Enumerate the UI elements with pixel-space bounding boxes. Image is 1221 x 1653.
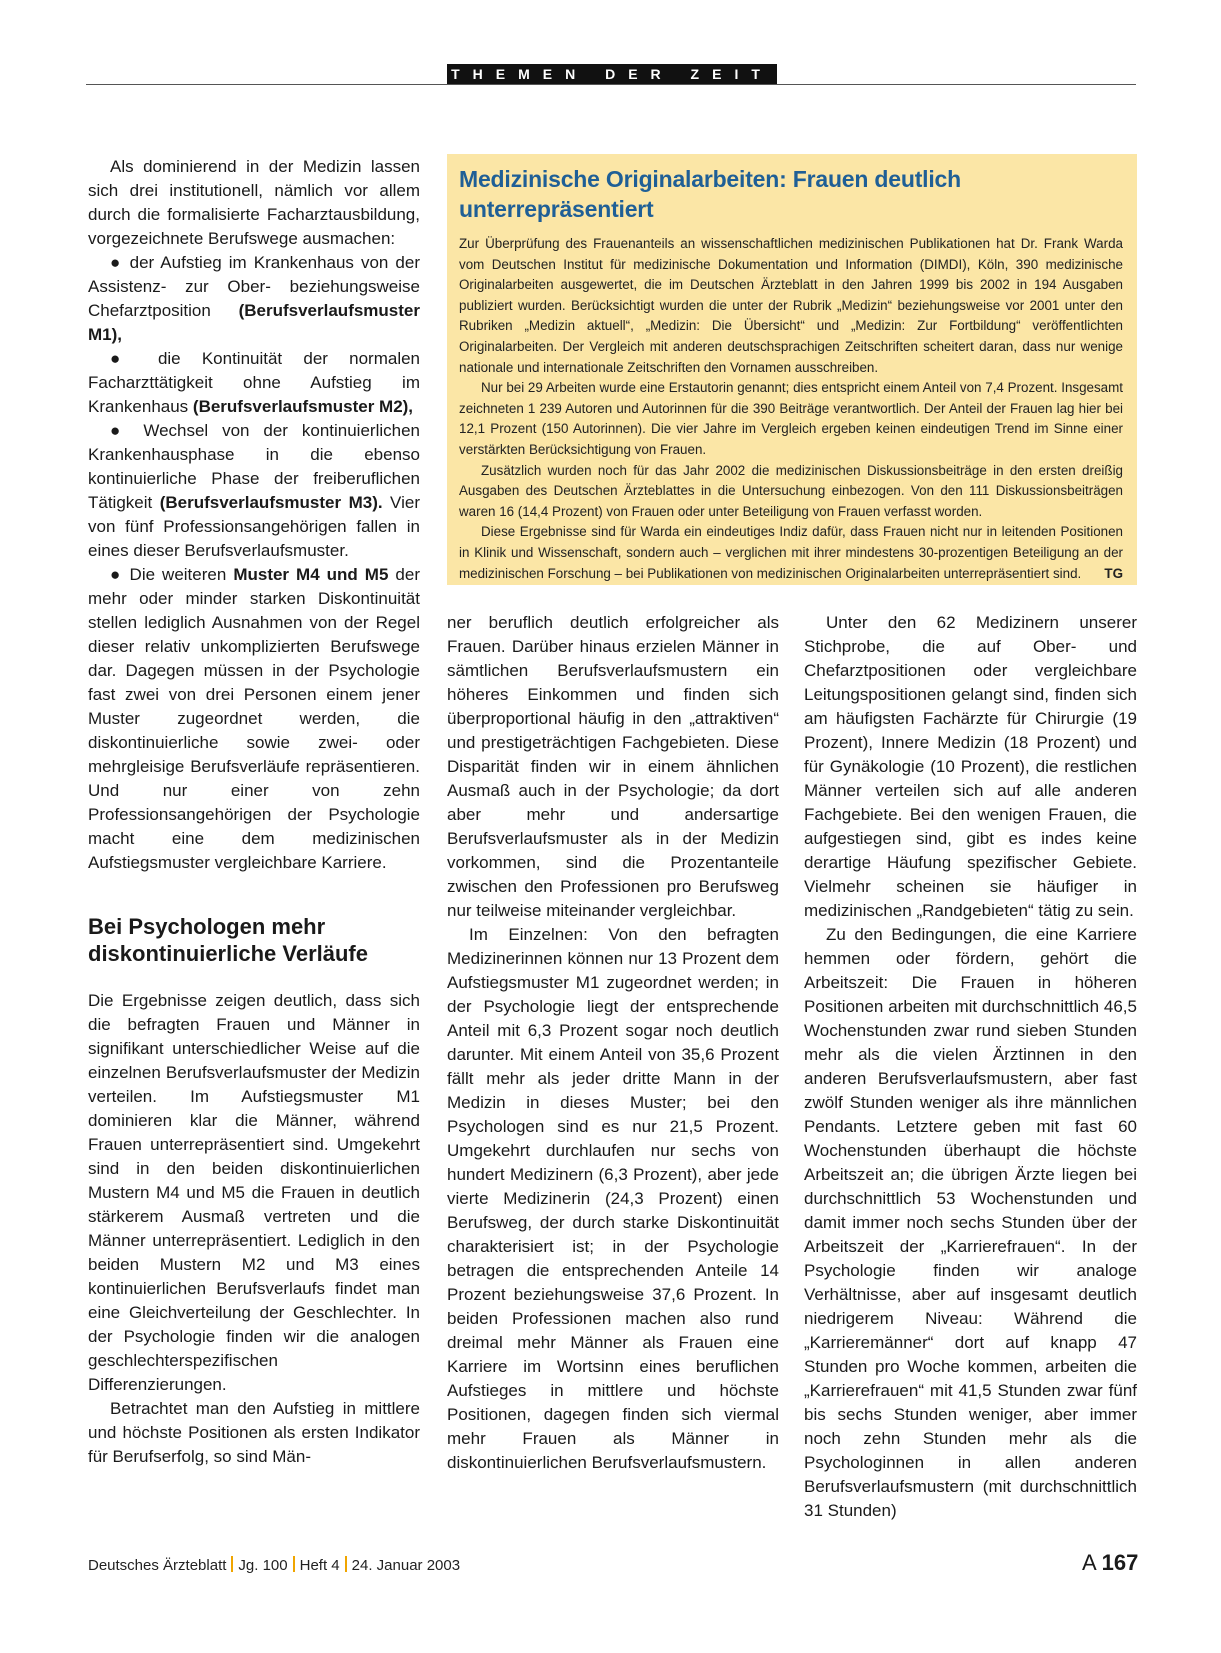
header-rule — [86, 84, 1136, 85]
info-box-paragraph: Diese Ergebnisse sind für Warda ein eindeutiges Indiz dafür, dass Frauen nicht nur in leitenden Positionen in Klinik und Wissenschaft, sondern auch – verglichen mit ihrer mindestens 30-prozentigen Beteiligung an der medizinischen Forschung – bei Publikationen von medizinischen Originalarbeiten unterrepräsentiert sind. TG — [459, 522, 1123, 584]
issue-date: 24. Januar 2003 — [351, 1557, 461, 1574]
bullet-m1: ● der Aufstieg im Krankenhaus von der Assistenz- zur Ober- beziehungsweise Chefarztposition (Berufsverlaufsmuster M1), — [88, 253, 420, 344]
column-middle — [447, 611, 779, 1475]
info-box-paragraph: Zusätzlich wurden noch für das Jahr 2002 die medizinischen Diskussionsbeiträge in den ersten dreißig Ausgaben des Deutschen Ärzteblattes in die Untersuchung einbezogen. Von den 111 Diskussionsbeiträgen waren 16 (14,4 Prozent) von Frauen oder unter Beteiligung von Frauen verfasst worden. — [459, 462, 1123, 519]
info-box-title: Medizinische Originalarbeiten: Frauen deutlich unterrepräsentiert — [459, 166, 961, 222]
paragraph: Zu den Bedingungen, die eine Karriere hemmen oder fördern, gehört die Arbeitszeit: Die Frauen in höheren Positionen arbeiten mit durchschnittlich 46,5 Wochenstunden zwar rund sieben Stunden mehr als die vielen Ärztinnen in den anderen Berufsverlaufsmustern, aber fast zwölf Stunden weniger als ihre männlichen Pendants. Letztere geben mit fast 60 Wochenstunden überhaupt die höchste Arbeitszeit an; die übrigen Ärzte liegen bei durchschnittlich 53 Wochenstunden und damit immer noch sechs Stunden über der Arbeitszeit der „Karrierefrauen“. In der Psychologie finden wir analoge Verhältnisse, aber auf insgesamt deutlich niedrigerem Niveau: Während die „Karrieremänner“ dort auf knapp 47 Stunden pro Woche kommen, arbeiten die „Karrierefrauen“ mit 41,5 Stunden zwar fünf bis sechs Stunden weniger, aber immer noch zehn Stunden mehr als die Psychologinnen in allen anderen Berufsverlaufsmustern (mit durchschnittlich 31 Stunden) — [804, 925, 1137, 1520]
paragraph: Betrachtet man den Aufstieg in mittlere und höchste Positionen als ersten Indikator für Berufserfolg, so sind Män- — [88, 1399, 420, 1466]
paragraph: Als dominierend in der Medizin lassen sich drei institutionell, nämlich vor allem durch die formalisierte Facharztausbildung, vorgezeichnete Berufswege ausmachen: — [88, 157, 420, 248]
footer-separator — [293, 1556, 295, 1572]
page-number: A 167 — [1082, 1550, 1139, 1575]
paragraph: Unter den 62 Medizinern unserer Stichprobe, die auf Ober- und Chefarztpositionen oder vergleichbare Leitungspositionen gelangt sind, finden sich am häufigsten Fachärzte für Chirurgie (19 Prozent), Innere Medizin (18 Prozent) und für Gynäkologie (10 Prozent), die restlichen Männer verteilen sich auf alle anderen Fachgebiete. Bei den wenigen Frauen, die aufgestiegen sind, gibt es indes keine derartige Häufung spezifischer Gebiete. Vielmehr scheinen sie häufiger in medizinischen „Randgebieten“ tätig zu sein. — [804, 613, 1137, 920]
footer-separator — [345, 1556, 347, 1572]
info-box-paragraph: Zur Überprüfung des Frauenanteils an wissenschaftlichen medizinischen Publikationen hat Dr. Frank Warda vom Deutschen Institut für medizinische Dokumentation und Information (DIMDI), Köln, 390 medizinische Originalarbeiten ausgewertet, die im Deutschen Ärzteblatt in den Jahren 1999 bis 2002 in 194 Ausgaben publiziert wurden. Berücksichtigt wurden die unter der Rubrik „Medizin“ beziehungsweise vor 2001 unter den Rubriken „Medizin aktuell“, „Medizin: Die Übersicht“ und „Medizin: Zur Fortbildung“ veröffentlichten Originalarbeiten. Der Vergleich mit anderen deutschsprachigen Zeitschriften scheitert daran, dass nur wenige nationale und internationale Zeitschriften den Vornamen ausschreiben. — [459, 236, 1123, 375]
bullet-m2: ● die Kontinuität der normalen Facharzttätigkeit ohne Aufstieg im Krankenhaus (Berufsverlaufsmuster M2), — [88, 349, 420, 416]
info-box — [447, 154, 1137, 585]
paragraph: Die Ergebnisse zeigen deutlich, dass sich die befragten Frauen und Männer in signifikant unterschiedlicher Weise auf die einzelnen Berufsverlaufsmuster der Medizin verteilen. Im Aufstiegsmuster M1 dominieren klar die Männer, während Frauen unterrepräsentiert sind. Umgekehrt sind in den beiden diskontinuierlichen Mustern M4 und M5 die Frauen in deutlich stärkerem Ausmaß vertreten und die Männer unterrepräsentiert. Lediglich in den beiden Mustern M2 und M3 eines kontinuierlichen Berufsverlaufs findet man eine Gleichverteilung der Geschlechter. In der Psychologie finden wir die analogen geschlechterspezifischen Differenzierungen. — [88, 991, 420, 1394]
bullet-m4-m5: ● Die weiteren Muster M4 und M5 der mehr oder minder starken Diskontinuität stellen lediglich Ausnahmen von der Regel dieser relativ unkomplizierten Berufswege dar. Dagegen müssen in der Psychologie fast zwei von drei Personen einem jener Muster zugeordnet werden, die diskontinuierliche sowie zwei- oder mehrgleisige Berufsverläufe repräsentieren. Und nur einer von zehn Professionsangehörigen der Psychologie macht eine dem medizinischen Aufstiegsmuster vergleichbare Karriere. — [88, 565, 421, 872]
footer — [88, 1556, 460, 1574]
paragraph: ner beruflich deutlich erfolgreicher als Frauen. Darüber hinaus erzielen Männer in sämtlichen Berufsverlaufsmustern ein höheres Einkommen und finden sich überproportional häufig in den „attraktiven“ und prestigeträchtigen Fachgebieten. Diese Disparität finden wir in einem ähnlichen Ausmaß auch in der Psychologie; da dort aber mehr und andersartige Berufsverlaufsmuster als in der Medizin vorkommen, sind die Prozentanteile zwischen den Professionen pro Berufsweg nur teilweise miteinander vergleichbar. — [447, 613, 779, 920]
bullet-m3: ● Wechsel von der kontinuierlichen Krankenhausphase in die ebenso kontinuierliche Phase der freiberuflichen Tätigkeit (Berufsverlaufsmuster M3). Vier von fünf Professionsangehörigen fallen in eines dieser Berufsverlaufsmuster. — [88, 421, 420, 560]
paragraph: Im Einzelnen: Von den befragten Medizinerinnen können nur 13 Prozent dem Aufstiegsmuster M1 zugeordnet werden; in der Psychologie liegt der entsprechende Anteil mit 6,3 Prozent sogar noch deutlich darunter. Mit einem Anteil von 35,6 Prozent fällt mehr als jeder dritte Mann in der Medizin in dieses Muster; bei den Psychologen sind es nur 21,5 Prozent. Umgekehrt durchlaufen nur sechs von hundert Medizinern (6,3 Prozent), aber jede vierte Medizinerin (24,3 Prozent) einen Berufsweg, der durch starke Diskontinuität charakterisiert ist; in der Psychologie betragen die entsprechenden Anteile 14 Prozent beziehungsweise 37,6 Prozent. In beiden Professionen machen also rund dreimal mehr Männer als Frauen eine Karriere im Wortsinn eines beruflichen Aufstieges in mittlere und höchste Positionen, dagegen finden sich viermal mehr Frauen als Männer in diskontinuierlichen Berufsverlaufsmustern. — [447, 925, 779, 1472]
volume: Jg. 100 — [238, 1557, 288, 1574]
journal-name: Deutsches Ärzteblatt — [88, 1557, 227, 1574]
subheading: Bei Psychologen mehr diskontinuierliche Verläufe — [88, 914, 368, 966]
issue: Heft 4 — [299, 1557, 340, 1574]
info-box-paragraph: Nur bei 29 Arbeiten wurde eine Erstautorin genannt; dies entspricht einem Anteil von 7,4 Prozent. Insgesamt zeichneten 1 239 Autoren und Autorinnen für die 390 Beiträge verantwortlich. Der Anteil der Frauen lag hier bei 12,1 Prozent (150 Autorinnen). Die vier Jahre im Vergleich ergeben keinen eindeutigen Trend im Sinne einer verstärkten Berücksichtigung von Frauen. — [459, 380, 1123, 457]
column-right — [804, 611, 1137, 1523]
author-signature: TG — [1104, 565, 1123, 581]
column-left — [88, 155, 420, 1469]
section-header: THEMEN DER ZEIT — [447, 64, 777, 84]
footer-separator — [231, 1556, 233, 1572]
